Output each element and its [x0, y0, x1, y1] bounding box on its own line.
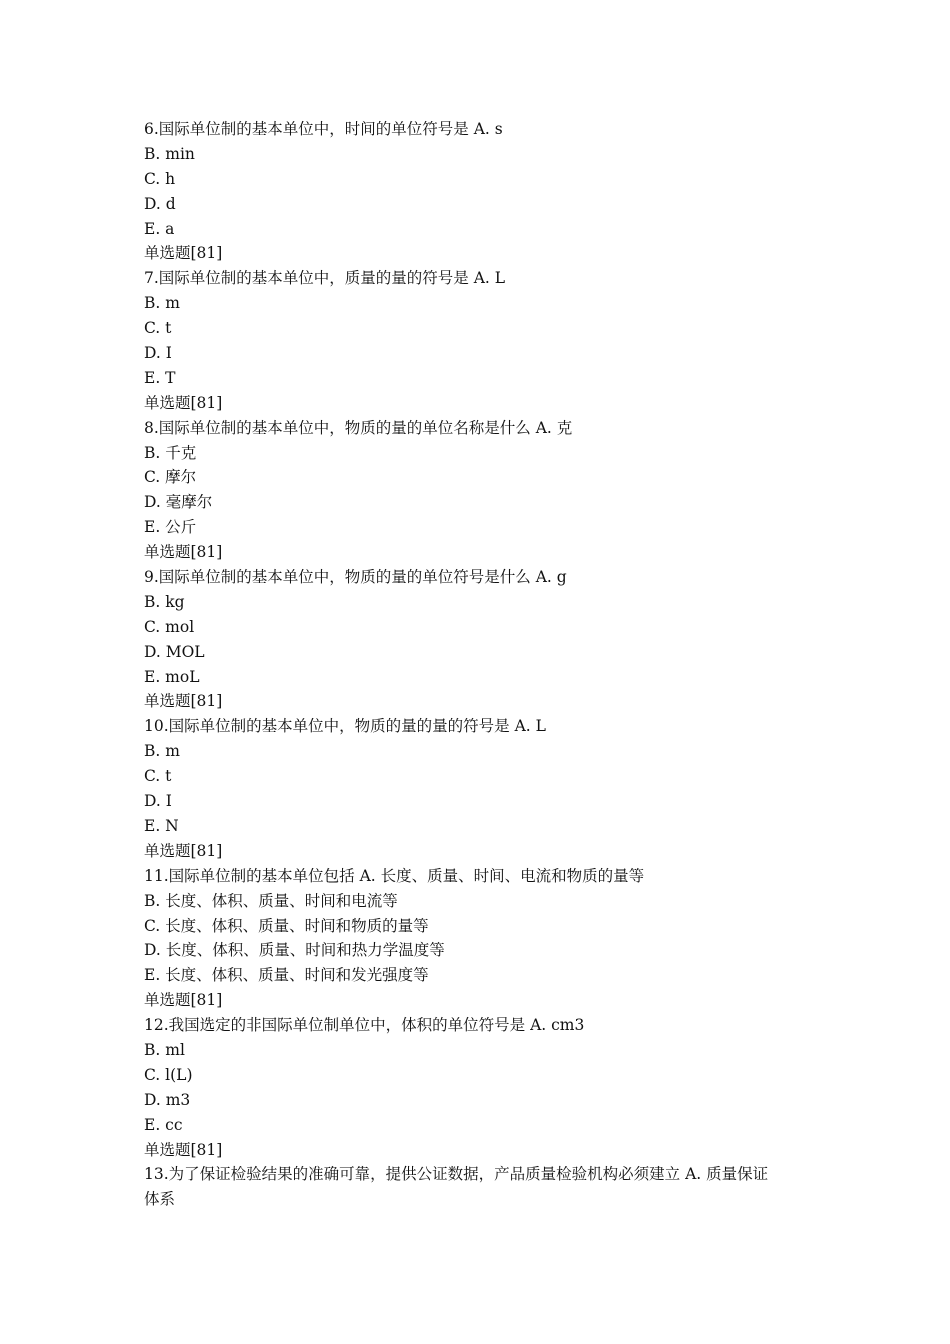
question-13-stem-continued: 体系: [144, 1190, 176, 1209]
question-9-stem: 9.国际单位制的基本单位中，物质的量的单位符号是什么 A. g: [144, 568, 567, 587]
question-type-label: 单选题[81]: [144, 393, 223, 412]
q12-option-d: D. m3: [144, 1090, 191, 1109]
question-type-label: 单选题[81]: [144, 841, 223, 860]
q10-option-d: D. I: [144, 792, 172, 811]
q10-option-b: B. m: [144, 742, 180, 761]
q12-option-b: B. ml: [144, 1040, 185, 1059]
question-8-stem: 8.国际单位制的基本单位中，物质的量的单位名称是什么 A. 克: [144, 418, 573, 437]
q11-option-b: B. 长度、体积、质量、时间和电流等: [144, 891, 398, 910]
q12-option-c: C. l(L): [144, 1065, 193, 1084]
q6-option-e: E. a: [144, 219, 175, 238]
q11-option-d: D. 长度、体积、质量、时间和热力学温度等: [144, 941, 445, 960]
q7-option-c: C. t: [144, 319, 172, 338]
q8-option-c: C. 摩尔: [144, 468, 197, 487]
q6-option-c: C. h: [144, 169, 176, 188]
q9-option-e: E. moL: [144, 667, 200, 686]
question-11-stem: 11.国际单位制的基本单位包括 A. 长度、质量、时间、电流和物质的量等: [144, 866, 645, 885]
question-type-label: 单选题[81]: [144, 543, 223, 562]
question-type-label: 单选题[81]: [144, 991, 223, 1010]
q9-option-c: C. mol: [144, 617, 195, 636]
q11-option-e: E. 长度、体积、质量、时间和发光强度等: [144, 966, 429, 985]
q8-option-b: B. 千克: [144, 443, 197, 462]
q7-option-b: B. m: [144, 294, 180, 313]
question-type-label: 单选题[81]: [144, 1140, 223, 1159]
question-6-stem: 6.国际单位制的基本单位中，时间的单位符号是 A. s: [144, 120, 503, 138]
q12-option-e: E. cc: [144, 1115, 183, 1134]
question-13-stem: 13.为了保证检验结果的准确可靠，提供公证数据，产品质量检验机构必须建立 A. 质量保证: [144, 1165, 769, 1184]
q6-option-b: B. min: [144, 144, 195, 163]
question-12-stem: 12.我国选定的非国际单位制单位中，体积的单位符号是 A. cm3: [144, 1016, 585, 1035]
q10-option-e: E. N: [144, 816, 179, 835]
q6-option-d: D. d: [144, 194, 176, 213]
q8-option-e: E. 公斤: [144, 518, 197, 537]
q9-option-d: D. MOL: [144, 642, 205, 661]
document-body: [144, 117, 824, 1212]
q7-option-e: E. T: [144, 368, 176, 387]
q10-option-c: C. t: [144, 767, 172, 786]
question-type-label: 单选题[81]: [144, 692, 223, 711]
q9-option-b: B. kg: [144, 592, 185, 611]
question-10-stem: 10.国际单位制的基本单位中，物质的量的量的符号是 A. L: [144, 717, 546, 736]
question-7-stem: 7.国际单位制的基本单位中，质量的量的符号是 A. L: [144, 269, 506, 288]
q7-option-d: D. I: [144, 344, 172, 363]
question-type-label: 单选题[81]: [144, 244, 223, 263]
q11-option-c: C. 长度、体积、质量、时间和物质的量等: [144, 916, 429, 935]
q8-option-d: D. 毫摩尔: [144, 493, 213, 512]
